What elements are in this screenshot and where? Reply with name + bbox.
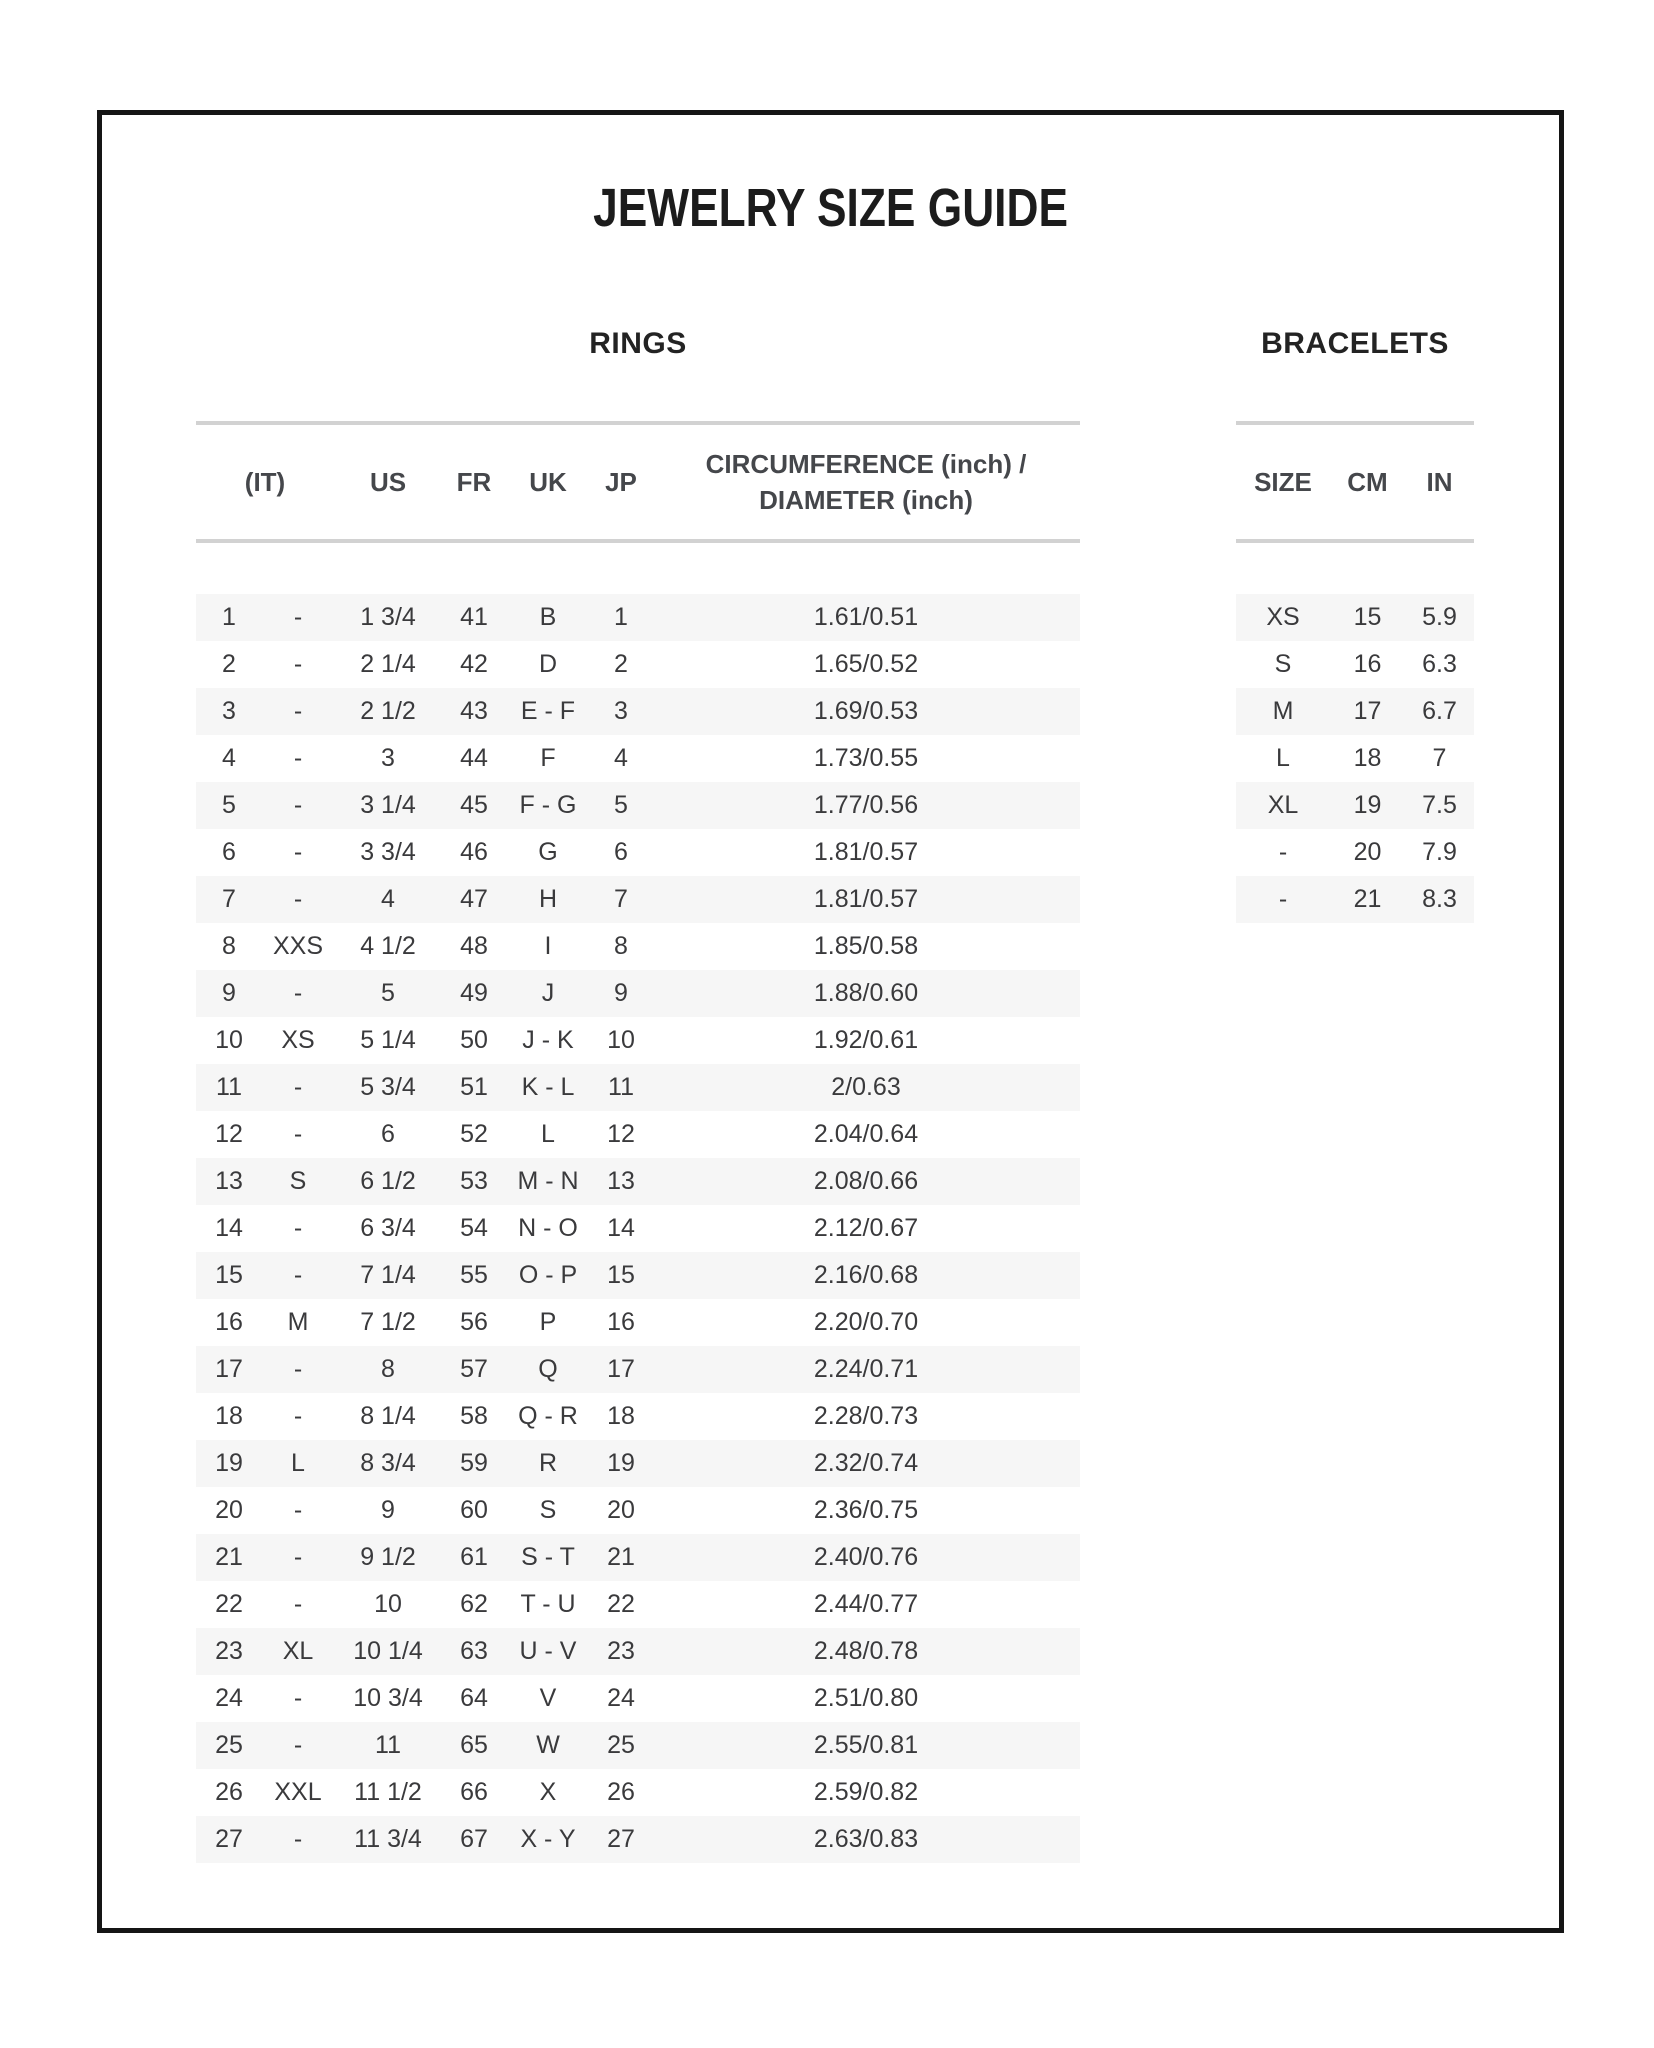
table-cell: 1.81/0.57 [813,838,919,866]
table-cell: 41 [460,603,488,631]
table-cell: 1.77/0.56 [813,791,919,819]
page-title [102,179,1559,238]
page-title-text: JEWELRY SIZE GUIDE [593,178,1068,238]
table-cell: 2.16/0.68 [813,1261,919,1289]
table-row [1236,782,1474,829]
rings-header-fr: FR [456,467,492,497]
table-cell: V [539,1684,557,1712]
table-cell: 10 1/4 [353,1637,423,1665]
bracelets-table-header [1236,421,1474,543]
table-cell: XXL [274,1778,322,1806]
table-cell: 4 1/2 [360,932,416,960]
table-cell: 6 [381,1120,395,1148]
rings-header-circumference [652,446,1080,518]
table-cell: 1.69/0.53 [813,697,919,725]
table-cell: 5 [222,791,236,819]
table-cell: 3 1/4 [360,791,416,819]
table-cell: - [293,1402,303,1430]
table-cell: 7 1/2 [360,1308,416,1336]
table-cell: 24 [607,1684,635,1712]
table-cell: Q - R [518,1402,578,1430]
rings-header-it: (IT) [244,467,286,497]
table-cell: 19 [1353,791,1382,819]
table-cell: 21 [215,1543,243,1571]
table-cell: P [539,1308,557,1336]
table-cell: 6 1/2 [360,1167,416,1195]
table-cell: 16 [607,1308,635,1336]
table-cell: L [541,1120,555,1148]
table-cell: 11 [608,1073,634,1101]
table-cell: 55 [460,1261,488,1289]
table-cell: 10 [215,1026,243,1054]
rings-table-body [196,594,1080,1863]
table-cell: 18 [607,1402,635,1430]
table-cell: 5 1/4 [360,1026,416,1054]
table-cell: - [293,1684,303,1712]
table-cell: N - O [518,1214,578,1242]
table-row [196,688,1080,735]
table-row [196,594,1080,641]
table-cell: 2.04/0.64 [813,1120,919,1148]
table-cell: 24 [215,1684,243,1712]
table-row [196,1487,1080,1534]
table-cell: 3 3/4 [360,838,416,866]
table-cell: 43 [460,697,488,725]
table-cell: 6.3 [1422,650,1457,678]
table-row [196,1017,1080,1064]
table-cell: 16 [215,1308,243,1336]
table-cell: 16 [1353,650,1382,678]
table-cell: 4 [381,885,395,913]
table-cell: 4 [222,744,236,772]
table-cell: 52 [460,1120,488,1148]
bracelets-header-cm: CM [1347,467,1388,497]
table-cell: 2.59/0.82 [813,1778,919,1806]
table-row [1236,876,1474,923]
table-cell: 11 1/2 [354,1778,422,1806]
table-row [196,1252,1080,1299]
bracelets-table-body [1236,594,1474,923]
table-cell: S [1274,650,1292,678]
table-cell: 67 [460,1825,488,1853]
table-row [196,735,1080,782]
table-cell: 54 [460,1214,488,1242]
table-cell: 15 [215,1261,243,1289]
table-cell: U - V [519,1637,577,1665]
table-row [196,923,1080,970]
table-cell: J - K [522,1026,574,1054]
table-cell: D [538,650,558,678]
rings-section-title-text: RINGS [589,327,687,360]
table-cell: 12 [607,1120,635,1148]
table-cell: - [293,1543,303,1571]
table-cell: 1.81/0.57 [813,885,919,913]
table-row [196,1816,1080,1863]
table-cell: O - P [518,1261,578,1289]
table-cell: H [538,885,558,913]
table-cell: 20 [607,1496,635,1524]
table-cell: XL [1267,791,1299,819]
table-cell: 17 [215,1355,243,1383]
table-cell: 2.24/0.71 [813,1355,919,1383]
table-cell: 27 [215,1825,243,1853]
table-cell: - [293,744,303,772]
table-cell: 1.85/0.58 [813,932,919,960]
table-cell: 3 [614,697,628,725]
table-cell: 63 [460,1637,488,1665]
table-cell: 49 [460,979,488,1007]
table-cell: 6 [614,838,628,866]
table-cell: 2.32/0.74 [813,1449,919,1477]
table-cell: 2.28/0.73 [813,1402,919,1430]
table-cell: 62 [460,1590,488,1618]
table-cell: XL [282,1637,314,1665]
table-cell: 21 [607,1543,635,1571]
table-cell: 57 [460,1355,488,1383]
table-cell: 1.61/0.51 [813,603,919,631]
table-cell: X - Y [520,1825,576,1853]
table-cell: 51 [460,1073,488,1101]
table-cell: 7 [222,885,236,913]
table-cell: 60 [460,1496,488,1524]
table-row [196,1158,1080,1205]
table-cell: - [293,1590,303,1618]
table-cell: - [293,1214,303,1242]
table-cell: 5 [381,979,395,1007]
table-cell: F [540,744,556,772]
table-row [196,970,1080,1017]
table-cell: S - T [521,1543,575,1571]
table-cell: - [293,1073,303,1101]
table-cell: 1.73/0.55 [813,744,919,772]
table-cell: M - N [517,1167,579,1195]
table-cell: - [293,603,303,631]
table-cell: 45 [460,791,488,819]
table-cell: 19 [215,1449,243,1477]
table-cell: 2.20/0.70 [813,1308,919,1336]
table-cell: 26 [215,1778,243,1806]
table-cell: - [293,1496,303,1524]
table-cell: 8 3/4 [360,1449,416,1477]
table-cell: 53 [460,1167,488,1195]
table-cell: Q [538,1355,558,1383]
rings-header-jp: JP [605,467,637,497]
table-cell: L [291,1449,305,1477]
table-cell: 2.63/0.83 [813,1825,919,1853]
rings-header-uk: UK [529,467,567,497]
table-cell: 8.3 [1422,885,1457,913]
table-cell: 44 [460,744,488,772]
table-cell: 10 3/4 [353,1684,423,1712]
table-cell: 58 [460,1402,488,1430]
table-cell: 5.9 [1422,603,1457,631]
table-cell: 18 [1353,744,1382,772]
table-cell: 9 1/2 [360,1543,416,1571]
table-cell: F - G [519,791,577,819]
table-cell: 17 [1353,697,1382,725]
table-cell: - [293,791,303,819]
rings-header-us: US [369,467,407,497]
table-row [1236,594,1474,641]
table-cell: - [293,885,303,913]
table-cell: 7.9 [1422,838,1457,866]
table-cell: M [1272,697,1294,725]
table-cell: 61 [460,1543,488,1571]
table-cell: 14 [607,1214,635,1242]
table-cell: - [293,979,303,1007]
table-cell: 2.36/0.75 [813,1496,919,1524]
table-cell: 11 [216,1073,242,1101]
table-cell: 7.5 [1422,791,1457,819]
bracelets-header-size: SIZE [1254,467,1312,497]
table-cell: 15 [607,1261,635,1289]
table-cell: 56 [460,1308,488,1336]
table-cell: - [1278,885,1288,913]
table-row [196,1205,1080,1252]
table-cell: M [287,1308,309,1336]
table-cell: 25 [215,1731,243,1759]
table-cell: 8 [381,1355,395,1383]
table-cell: 47 [460,885,488,913]
table-cell: 6.7 [1422,697,1457,725]
table-cell: 7 [614,885,628,913]
table-cell: 3 [381,744,395,772]
table-cell: - [1278,838,1288,866]
bracelets-section-title-text: BRACELETS [1261,327,1449,360]
table-cell: 11 [375,1731,401,1759]
table-cell: - [293,650,303,678]
table-cell: 4 [614,744,628,772]
table-cell: 10 [374,1590,402,1618]
table-cell: 20 [1353,838,1382,866]
table-cell: 6 3/4 [360,1214,416,1242]
table-cell: S [539,1496,557,1524]
table-row [196,1064,1080,1111]
bracelets-section-title [1236,327,1474,361]
table-cell: 65 [460,1731,488,1759]
table-row [196,641,1080,688]
table-cell: E - F [520,697,576,725]
table-cell: XXS [272,932,324,960]
table-cell: 17 [607,1355,635,1383]
table-cell: 48 [460,932,488,960]
table-cell: XS [1266,603,1300,631]
table-row [196,876,1080,923]
table-cell: 22 [607,1590,635,1618]
table-cell: 6 [222,838,236,866]
table-cell: - [293,838,303,866]
table-cell: 2.12/0.67 [813,1214,919,1242]
bracelets-table [1236,594,1474,923]
table-cell: 25 [607,1731,635,1759]
table-cell: 1 [614,603,628,631]
table-row [1236,735,1474,782]
table-cell: 1.65/0.52 [813,650,919,678]
table-cell: 1.88/0.60 [813,979,919,1007]
table-cell: - [293,1120,303,1148]
table-cell: 27 [607,1825,635,1853]
table-cell: J [541,979,555,1007]
table-cell: - [293,697,303,725]
table-cell: 23 [215,1637,243,1665]
table-cell: 50 [460,1026,488,1054]
table-cell: 22 [215,1590,243,1618]
table-cell: L [1276,744,1290,772]
page-border-frame [97,110,1564,1933]
table-cell: 2 1/2 [360,697,416,725]
table-row [196,1299,1080,1346]
table-cell: 2 [614,650,628,678]
table-cell: 66 [460,1778,488,1806]
table-cell: - [293,1261,303,1289]
table-cell: 18 [215,1402,243,1430]
table-cell: T - U [520,1590,576,1618]
rings-header-circumference-line1: CIRCUMFERENCE (inch) / [705,449,1027,479]
table-cell: 5 3/4 [360,1073,416,1101]
table-row [196,829,1080,876]
table-cell: 1.92/0.61 [813,1026,919,1054]
table-cell: 2 1/4 [360,650,416,678]
table-cell: W [536,1731,560,1759]
table-cell: 19 [607,1449,635,1477]
table-cell: 2.48/0.78 [813,1637,919,1665]
table-cell: 10 [607,1026,635,1054]
table-cell: 7 [1432,744,1447,772]
table-cell: S [289,1167,307,1195]
table-row [196,782,1080,829]
table-row [196,1534,1080,1581]
rings-header-circumference-line2: DIAMETER (inch) [759,485,973,515]
table-row [1236,829,1474,876]
table-row [196,1769,1080,1816]
table-row [196,1440,1080,1487]
table-cell: 23 [607,1637,635,1665]
table-cell: K - L [521,1073,575,1101]
table-row [196,1111,1080,1158]
table-cell: 11 3/4 [354,1825,422,1853]
table-cell: 13 [607,1167,635,1195]
table-cell: X [539,1778,557,1806]
table-cell: XS [281,1026,315,1054]
table-cell: 46 [460,838,488,866]
table-cell: 5 [614,791,628,819]
rings-section-title [196,327,1080,361]
table-cell: 8 [614,932,628,960]
table-cell: 2/0.63 [831,1073,901,1101]
table-row [196,1346,1080,1393]
table-cell: 2.55/0.81 [813,1731,919,1759]
rings-table-header [196,421,1080,543]
table-cell: 59 [460,1449,488,1477]
table-cell: 9 [614,979,628,1007]
bracelets-header-in: IN [1426,467,1453,497]
table-cell: 1 [222,603,236,631]
table-row [196,1628,1080,1675]
table-row [196,1675,1080,1722]
table-cell: 2.51/0.80 [813,1684,919,1712]
table-cell: 9 [222,979,236,1007]
table-cell: 15 [1353,603,1382,631]
table-cell: 8 [222,932,236,960]
table-cell: 9 [381,1496,395,1524]
table-cell: 2.44/0.77 [813,1590,919,1618]
table-row [196,1722,1080,1769]
table-cell: 20 [215,1496,243,1524]
table-cell: - [293,1825,303,1853]
table-cell: 1 3/4 [360,603,416,631]
table-cell: - [293,1355,303,1383]
table-cell: 2.40/0.76 [813,1543,919,1571]
table-cell: 2.08/0.66 [813,1167,919,1195]
table-cell: 64 [460,1684,488,1712]
table-cell: - [293,1731,303,1759]
table-cell: 2 [222,650,236,678]
rings-table [196,594,1080,1863]
table-cell: 26 [607,1778,635,1806]
table-cell: 13 [215,1167,243,1195]
table-cell: R [538,1449,558,1477]
table-cell: B [539,603,557,631]
table-cell: 12 [215,1120,243,1148]
table-row [1236,641,1474,688]
table-row [1236,688,1474,735]
table-row [196,1581,1080,1628]
table-cell: 21 [1353,885,1382,913]
table-cell: 3 [222,697,236,725]
table-cell: 42 [460,650,488,678]
table-cell: 8 1/4 [360,1402,416,1430]
table-row [196,1393,1080,1440]
table-cell: I [544,932,552,960]
table-cell: 14 [215,1214,243,1242]
table-cell: G [538,838,558,866]
table-cell: 7 1/4 [360,1261,416,1289]
